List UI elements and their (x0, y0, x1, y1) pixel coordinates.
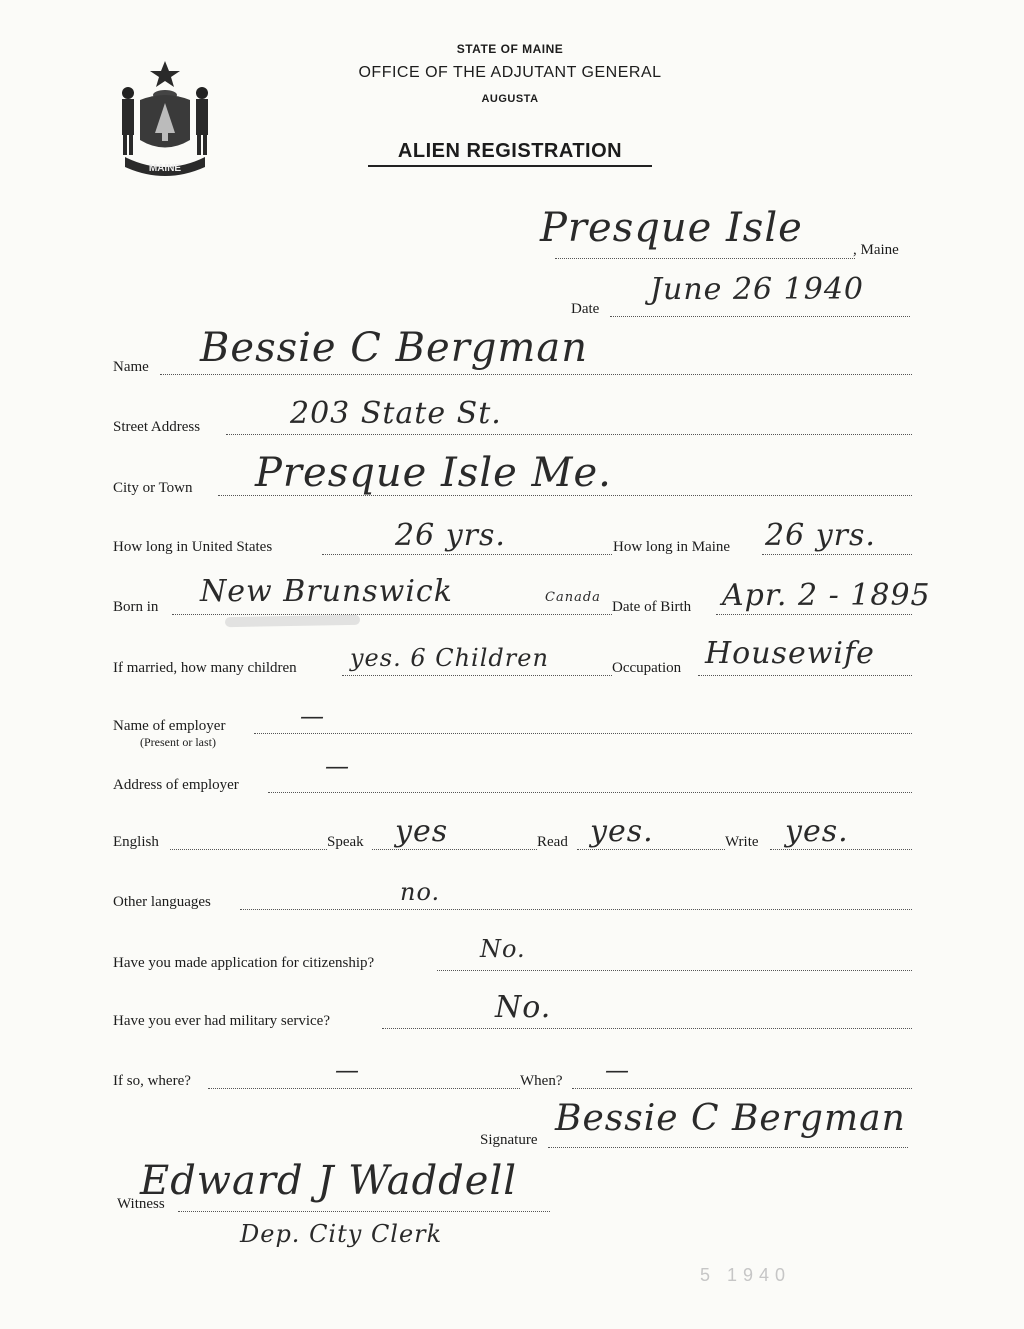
military-label: Have you ever had military service? (113, 1013, 330, 1029)
occupation-label: Occupation (612, 660, 682, 676)
employer-address-label: Address of employer (113, 777, 239, 793)
when-entry: — (605, 1056, 630, 1084)
signature-line (548, 1147, 908, 1148)
citizenship-line (437, 970, 912, 971)
svg-text:MAINE: MAINE (148, 163, 182, 174)
street-label: Street Address (113, 419, 201, 435)
maine-years-line (762, 554, 912, 555)
where-label: If so, where? (113, 1073, 191, 1089)
read-entry: yes. (590, 814, 654, 849)
witness-label: Witness (117, 1196, 165, 1212)
citizenship-entry: No. (480, 935, 526, 963)
children-line (342, 675, 612, 676)
name-label: Name (113, 359, 149, 375)
us-years-entry: 26 yrs. (395, 518, 506, 553)
other-languages-entry: no. (400, 878, 441, 906)
street-entry: 203 State St. (290, 396, 502, 431)
speak-entry: yes (395, 814, 449, 849)
header-state: STATE OF MAINE (456, 42, 564, 56)
dob-entry: Apr. 2 - 1895 (722, 578, 931, 613)
write-line (770, 849, 912, 850)
witness-title-entry: Dep. City Clerk (240, 1220, 443, 1248)
employer-address-entry: — (325, 752, 350, 780)
dob-line (716, 614, 912, 615)
employer-sublabel: (Present or last) (140, 735, 216, 749)
speak-line (372, 849, 537, 850)
header-city: AUGUSTA (481, 93, 539, 105)
where-line (208, 1088, 520, 1089)
other-languages-label: Other languages (113, 894, 211, 910)
signature-entry: Bessie C Bergman (555, 1098, 906, 1139)
employer-entry: — (300, 702, 325, 730)
born-label: Born in (113, 599, 159, 615)
citizenship-label: Have you made application for citizenship? (113, 955, 375, 971)
write-entry: yes. (785, 814, 849, 849)
children-entry: yes. 6 Children (350, 644, 549, 672)
military-line (382, 1028, 912, 1029)
us-years-line (322, 554, 612, 555)
form-title: ALIEN REGISTRATION (368, 140, 652, 167)
occupation-line (698, 675, 912, 676)
when-label: When? (520, 1073, 563, 1089)
maine-years-entry: 26 yrs. (765, 518, 876, 553)
ink-smudge (225, 615, 360, 627)
employer-address-line (268, 792, 912, 793)
maine-years-label: How long in Maine (613, 539, 731, 555)
where-entry: — (335, 1056, 360, 1084)
city-entry: Presque Isle Me. (255, 450, 612, 496)
witness-name-entry: Edward J Waddell (140, 1158, 518, 1204)
date-entry: June 26 1940 (650, 272, 865, 307)
english-label: English (113, 834, 159, 850)
maine-state-seal-icon (110, 55, 220, 180)
children-label: If married, how many children (113, 660, 297, 676)
military-entry: No. (495, 990, 552, 1025)
place-suffix-label: , Maine (853, 242, 899, 258)
employer-line (254, 733, 912, 734)
date-label: Date (571, 301, 600, 317)
when-line (572, 1088, 912, 1089)
place-line (555, 258, 855, 259)
header-office: OFFICE OF THE ADJUTANT GENERAL (358, 64, 662, 81)
speak-label: Speak (327, 834, 364, 850)
witness-line (178, 1211, 550, 1212)
name-entry: Bessie C Bergman (200, 325, 588, 371)
born-country-entry: Canada (545, 590, 601, 605)
other-languages-line (240, 909, 912, 910)
date-line (610, 316, 910, 317)
city-label: City or Town (113, 480, 193, 496)
read-label: Read (537, 834, 568, 850)
write-label: Write (725, 834, 759, 850)
place-entry: Presque Isle (540, 205, 803, 251)
employer-label: Name of employer (113, 718, 226, 734)
us-years-label: How long in United States (113, 539, 273, 555)
english-line (170, 849, 327, 850)
born-line (172, 614, 612, 615)
signature-label: Signature (480, 1132, 538, 1148)
read-line (577, 849, 725, 850)
street-line (226, 434, 912, 435)
occupation-entry: Housewife (705, 636, 875, 671)
born-entry: New Brunswick (200, 574, 453, 609)
faint-stamp: 5 1940 (700, 1265, 792, 1285)
name-line (160, 374, 912, 375)
dob-label: Date of Birth (612, 599, 692, 615)
